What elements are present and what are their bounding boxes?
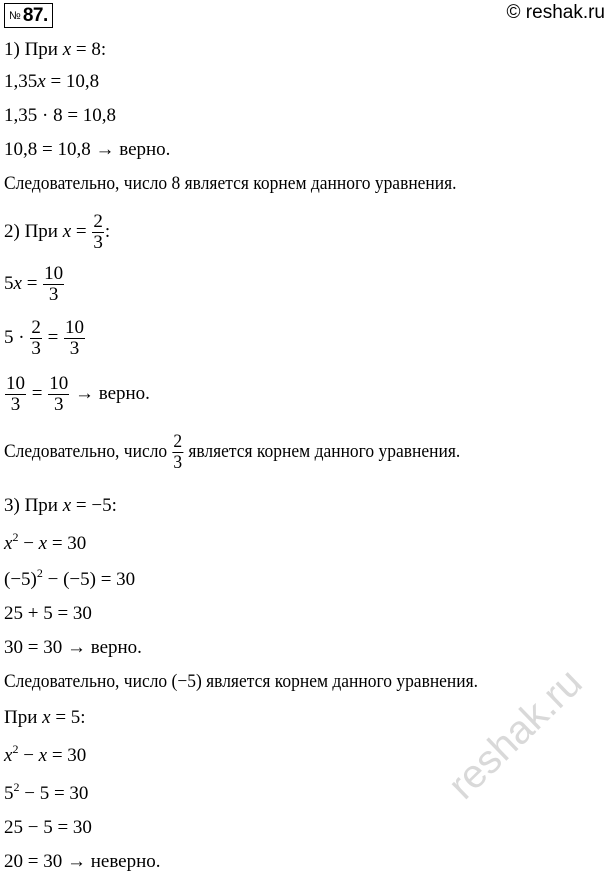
part2-equation-1: 5x = $\frac{10}{3}$ — [4, 263, 64, 305]
part3-equation-1: $x^2 - x = 30$ — [4, 530, 87, 554]
part1-equation-1: 1,35x = 10,8 — [4, 71, 100, 92]
fraction-two-thirds: $\frac{2}{3}$ — [31, 317, 41, 359]
part3-equation-2: $(-5)^2 - (-5) = 30$ — [4, 566, 136, 590]
part1-heading: 1) При x = 8: — [4, 39, 107, 60]
fraction-ten-thirds: $\frac{10}{3}$ — [6, 373, 25, 415]
part3-equation-7: 25 − 5 = 30 — [4, 817, 92, 838]
part3-equation-6: $5^2 - 5 = 30$ — [4, 780, 89, 804]
task-number: 87. — [22, 4, 48, 26]
number-sign: № — [9, 9, 21, 22]
part1-equation-3: 10,8 = 10,8 → верно. — [4, 139, 171, 160]
part3-equation-8: 20 = 30 → неверно. — [4, 851, 161, 872]
part3-equation-4: 30 = 30 → верно. — [4, 637, 142, 658]
fraction-two-thirds: $\frac{2}{3}$ — [93, 211, 103, 253]
copyright-text: © reshak.ru — [506, 2, 605, 23]
part3-equation-5: $x^2 - x = 30$ — [4, 742, 87, 766]
fraction-ten-thirds: $\frac{10}{3}$ — [44, 263, 64, 305]
part2-equation-3: $\frac{10}{3}$ = $\frac{10}{3}$ → верно. — [6, 373, 150, 415]
part3-heading: 3) При x = −5: — [4, 495, 117, 516]
part1-conclusion: Следовательно, число 8 является корнем данного уравнения. — [4, 173, 457, 194]
part3-check-heading: При x = 5: — [4, 707, 86, 728]
part3-equation-3: 25 + 5 = 30 — [4, 603, 92, 624]
part2-heading: 2) При x = $\frac{2}{3}$ : — [4, 211, 111, 253]
part2-conclusion: Следовательно, число $\frac{2}{3}$ является корнем данного уравнения. — [4, 431, 461, 473]
fraction-ten-thirds: $\frac{10}{3}$ — [49, 373, 69, 415]
fraction-ten-thirds: $\frac{10}{3}$ — [65, 317, 85, 359]
task-number-badge — [4, 3, 53, 28]
part3-conclusion: Следовательно, число (−5) является корнем данного уравнения. — [4, 671, 479, 692]
part2-equation-2: 5 · $\frac{2}{3}$ = $\frac{10}{3}$ — [4, 317, 85, 359]
part1-equation-2: 1,35 · 8 = 10,8 — [4, 105, 117, 126]
fraction-two-thirds: $\frac{2}{3}$ — [173, 431, 183, 473]
watermark: reshak.ru — [440, 660, 591, 808]
